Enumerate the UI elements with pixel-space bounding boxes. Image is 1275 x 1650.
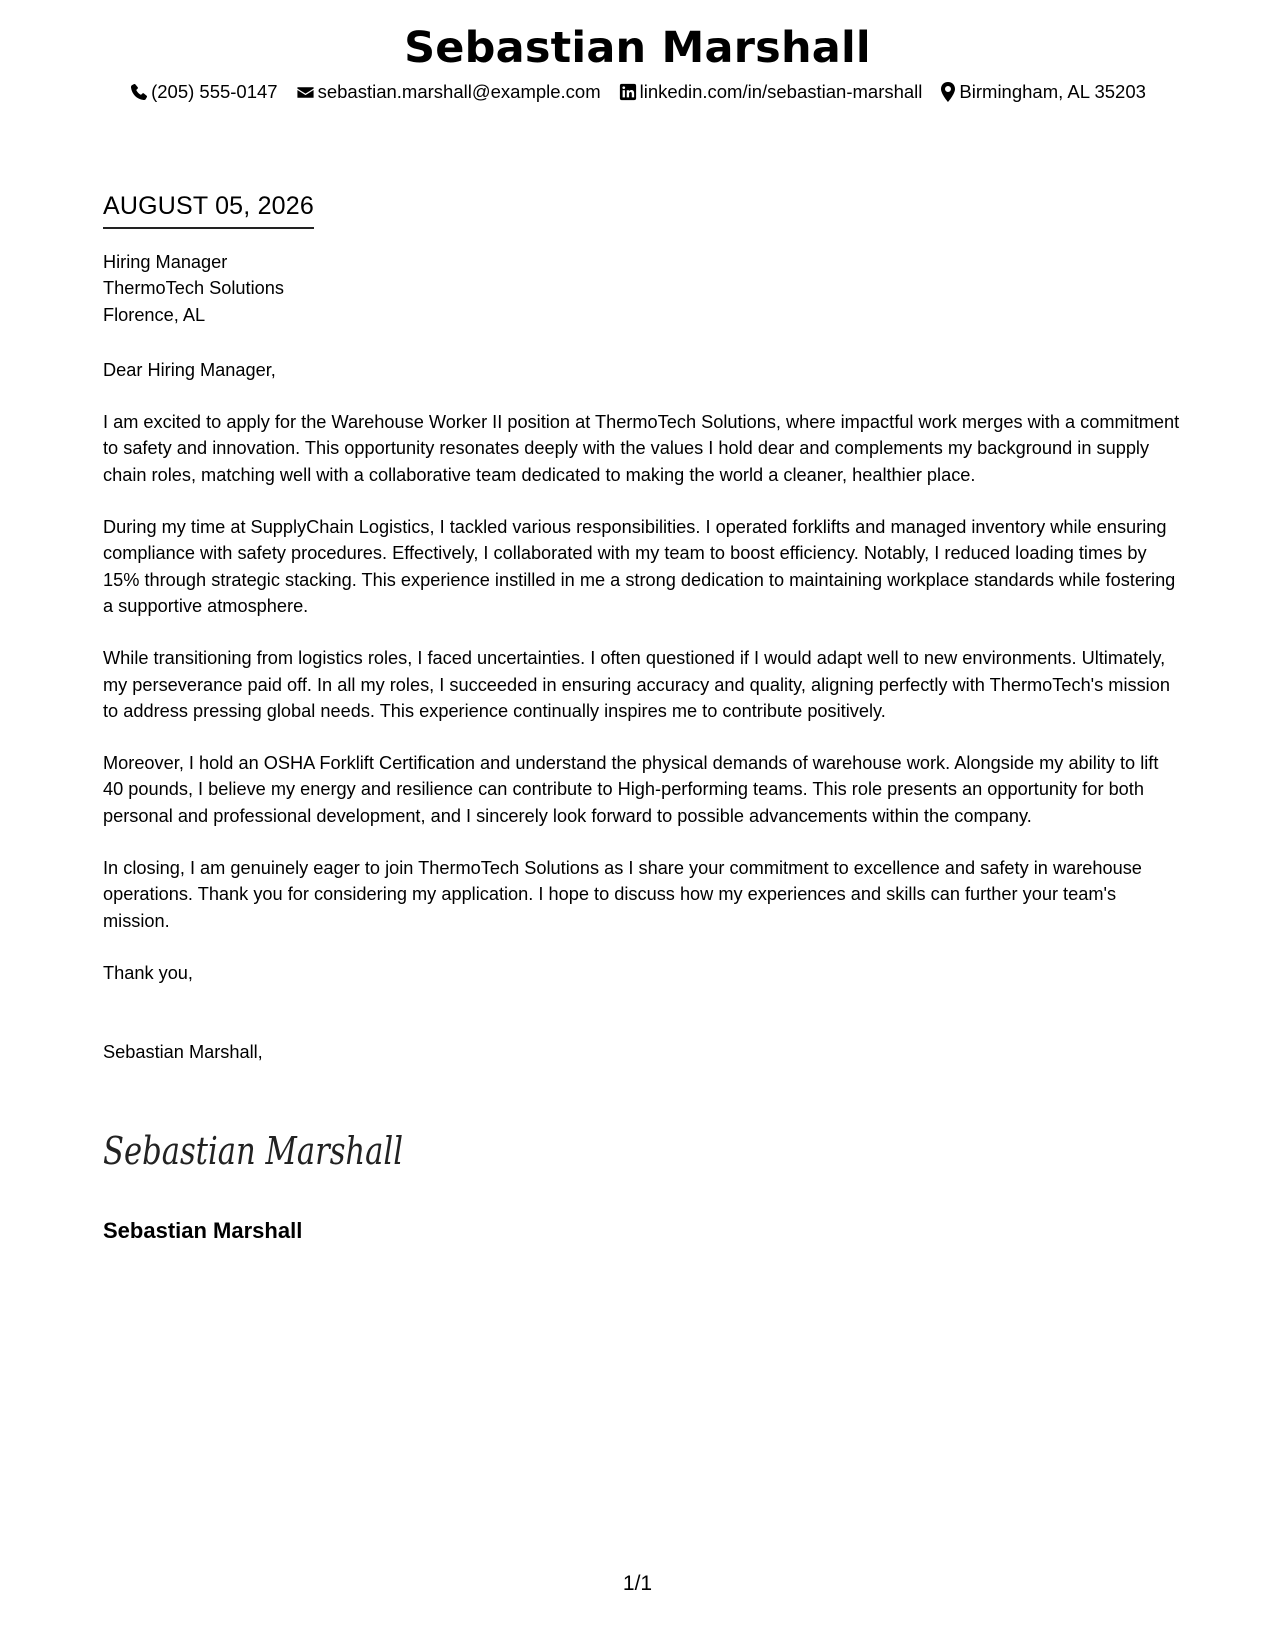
signature-text: Sebastian Marshall [103, 1129, 403, 1173]
map-pin-icon [940, 82, 956, 102]
recipient-title: Hiring Manager [103, 252, 228, 272]
letter-greeting: Dear Hiring Manager, [103, 359, 276, 380]
printed-name: Sebastian Marshall [103, 1218, 303, 1243]
contact-location [940, 78, 1145, 106]
email-text: sebastian.marshall@example.com [317, 81, 601, 102]
letter-paragraph-1: I am excited to apply for the Warehouse Worker II position at ThermoTech Solutions, where impactful work merges with a commitment to safety and innovation. This opportunity resonates deeply with the values I hold dear and complements my background in supply chain roles, matching well with a collaborative team dedicated to making the world a cleaner, healthier place. [103, 412, 1180, 485]
phone-text: (205) 555-0147 [151, 81, 278, 102]
letter-paragraph-2: During my time at SupplyChain Logistics, I tackled various responsibilities. I operated forklifts and managed inventory while ensuring compliance with safety procedures. Effectively, I collaborated with my team to boost efficiency. Notably, I reduced loading times by 15% through strategic stacking. This experience instilled in me a strong dedication to maintaining workplace standards while fostering a supportive atmosphere. [103, 517, 1176, 616]
letter-paragraph-5: In closing, I am genuinely eager to join ThermoTech Solutions as I share your commitment to excellence and safety in warehouse operations. Thank you for considering my application. I hope to discuss how my experiences and skills can further your team's mission. [103, 858, 1142, 931]
letter-closing: Thank you, [103, 962, 193, 983]
letter-paragraph-3: While transitioning from logistics roles, I faced uncertainties. I often questioned if I would adapt well to new environments. Ultimately, my perseverance paid off. In all my roles, I succeeded in ensuring accuracy and quality, aligning perfectly with ThermoTech's mission to address pressing global needs. This experience continually inspires me to contribute positively. [103, 648, 1170, 721]
location-text: Birmingham, AL 35203 [959, 81, 1146, 102]
recipient-location: Florence, AL [103, 304, 206, 325]
linkedin-text: linkedin.com/in/sebastian-marshall [639, 81, 923, 102]
letter-paragraph-4: Moreover, I hold an OSHA Forklift Certification and understand the physical demands of warehouse work. Alongside my ability to lift 40 pounds, I believe my energy and resilience can contribute to High-performing teams. This role presents an opportunity for both personal and professional development, and I sincerely look forward to possible advancements within the company. [103, 753, 1159, 826]
linkedin-icon [619, 83, 637, 101]
contact-linkedin [619, 78, 923, 106]
recipient-block [103, 249, 1183, 328]
page-number: 1/1 [622, 1572, 653, 1595]
envelope-icon [296, 83, 315, 102]
letter-signoff-name: Sebastian Marshall, [103, 1042, 263, 1063]
contact-info-row [0, 78, 1275, 106]
recipient-company: ThermoTech Solutions [103, 278, 284, 299]
signature-image [103, 1126, 403, 1182]
contact-phone [129, 78, 278, 106]
contact-email [296, 78, 601, 106]
phone-icon [129, 83, 148, 102]
letter-date: AUGUST 05, 2026 [103, 189, 314, 229]
applicant-name-heading: Sebastian Marshall [404, 23, 871, 73]
letter-body [103, 249, 1183, 1066]
